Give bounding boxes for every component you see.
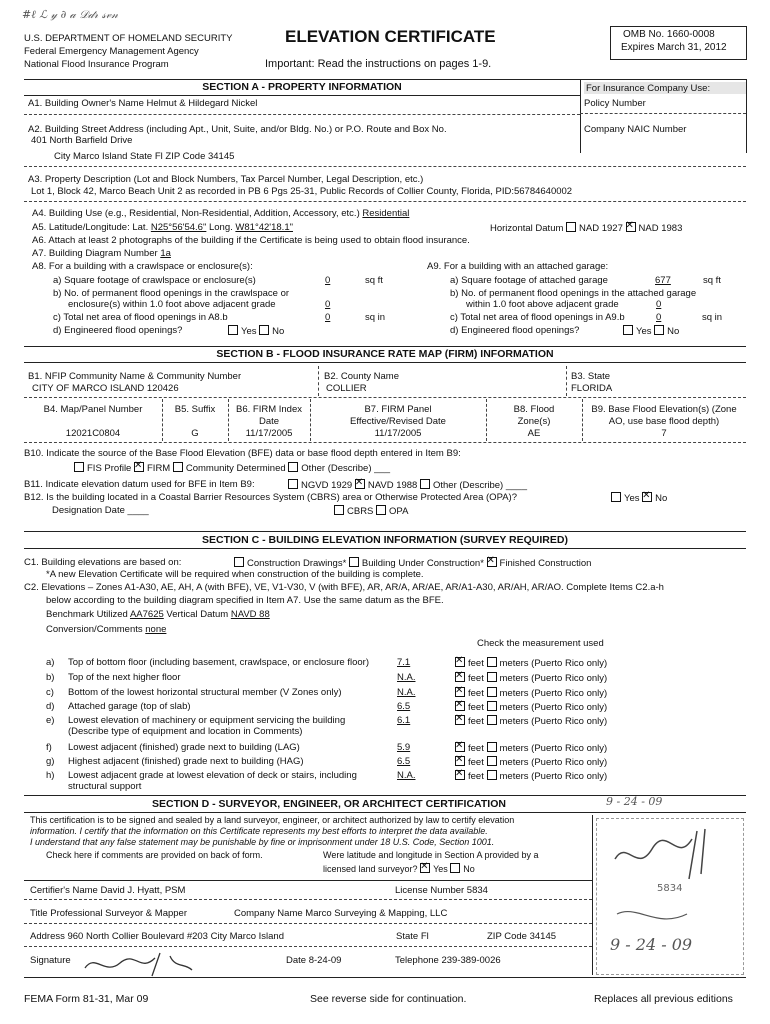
meters-checkbox[interactable]	[487, 756, 497, 766]
a8c-value: 0	[325, 312, 331, 323]
certifier-name: Certifier's Name David J. Hyatt, PSM	[30, 885, 186, 896]
c2-row-units	[455, 701, 607, 713]
feet-label: feet	[468, 716, 484, 727]
company-name: Company Name Marco Surveying & Mapping, LLC	[234, 908, 448, 919]
meters-checkbox[interactable]	[487, 701, 497, 711]
a5-lat-long: A5. Latitude/Longitude: Lat. N25°56'54.6" Long. W81°42'18.1"	[32, 222, 293, 233]
feet-checkbox[interactable]	[455, 756, 465, 766]
a7-diagram: A7. Building Diagram Number 1a	[32, 248, 171, 259]
c2-intro: C2. Elevations – Zones A1-A30, AE, AH, A (with BFE), VE, V1-V30, V (with BFE), AR, AR/A, AR/AE, AR/A1-A30, AR/AH, AR/AO. Complete Items C2.a-h	[24, 582, 664, 593]
feet-checkbox[interactable]	[455, 742, 465, 752]
handwritten-note: #ℓ ℒ 𝓎 ∂ 𝒶 𝒟𝒹𝓇 𝓈𝓋𝓃	[22, 8, 118, 21]
c2-row-label: Lowest adjacent grade at lowest elevation of deck or stairs, including	[68, 770, 357, 781]
a9c-unit: sq in	[702, 312, 723, 323]
b4-value: 12021C0804	[65, 428, 121, 439]
meters-label: meters (Puerto Rico only)	[499, 673, 608, 684]
b10-options: FIS Profile ✕ FIRM Community Determined Other (Describe) ___	[74, 462, 390, 474]
c2-row-label: Bottom of the lowest horizontal structural member (V Zones only)	[68, 687, 342, 698]
a9b-value: 0	[656, 299, 662, 310]
feet-checkbox[interactable]	[455, 672, 465, 682]
a8a-unit: sq ft	[365, 275, 383, 286]
insurance-use-label: For Insurance Company Use:	[586, 83, 711, 94]
b6-label2: Date	[258, 416, 280, 427]
c2-row-label: Lowest adjacent (finished) grade next to building (LAG)	[68, 742, 300, 753]
b2-value: COLLIER	[326, 383, 367, 394]
c2-row-units	[455, 756, 607, 768]
b8-value: AE	[527, 428, 541, 439]
feet-checkbox[interactable]	[455, 687, 465, 697]
agency-fema: Federal Emergency Management Agency	[24, 46, 199, 57]
b9-label2: AO, use base flood depth)	[608, 416, 720, 427]
c2-row-value: N.A.	[397, 687, 416, 698]
b5-label: B5. Suffix	[174, 404, 216, 415]
b1-label: B1. NFIP Community Name & Community Number	[28, 371, 242, 382]
feet-checkbox[interactable]	[455, 657, 465, 667]
a9b-label2: within 1.0 foot above adjacent grade	[466, 299, 619, 310]
a4-building-use: A4. Building Use (e.g., Residential, Non-Residential, Addition, Accessory, etc.) Residential	[32, 208, 410, 219]
signature-label: Signature	[30, 955, 71, 966]
c2-row-label-cont: structural support	[68, 781, 142, 792]
b11-options: NGVD 1929 ✕ NAVD 1988 Other (Describe) ____	[288, 479, 527, 491]
section-d-title: SECTION D - SURVEYOR, ENGINEER, OR ARCHITECT CERTIFICATION	[152, 798, 506, 810]
a8d-label: d) Engineered flood openings?	[53, 325, 183, 336]
section-b-title: SECTION B - FLOOD INSURANCE RATE MAP (FIRM) INFORMATION	[216, 348, 554, 360]
meters-checkbox[interactable]	[487, 715, 497, 725]
a9a-label: a) Square footage of attached garage	[450, 275, 608, 286]
meters-checkbox[interactable]	[487, 687, 497, 697]
signature-icon	[80, 948, 200, 978]
a8b-value: 0	[325, 299, 331, 310]
b3-label: B3. State	[571, 371, 611, 382]
b11-label: B11. Indicate elevation datum used for BFE in Item B9:	[24, 479, 255, 490]
c2-row-value: 6.5	[397, 756, 411, 767]
certifier-title: Title Professional Surveyor & Mapper	[30, 908, 187, 919]
a5-datum: Horizontal Datum NAD 1927 ✕ NAD 1983	[490, 222, 682, 234]
certifier-phone: Telephone 239-389-0026	[395, 955, 501, 966]
feet-checkbox[interactable]	[455, 770, 465, 780]
meters-label: meters (Puerto Rico only)	[499, 757, 608, 768]
a9a-unit: sq ft	[703, 275, 721, 286]
certifier-zip: ZIP Code 34145	[487, 931, 557, 942]
b10-label: B10. Indicate the source of the Base Flood Elevation (BFE) data or base flood depth entered in Item B9:	[24, 448, 461, 459]
feet-label: feet	[468, 688, 484, 699]
b9-value: 7	[661, 428, 667, 439]
a8a-label: a) Square footage of crawlspace or enclosure(s)	[53, 275, 256, 286]
naic-label: Company NAIC Number	[584, 124, 687, 135]
form-title: ELEVATION CERTIFICATE	[285, 27, 496, 46]
continuation-note: See reverse side for continuation.	[310, 993, 467, 1005]
omb-expires: Expires March 31, 2012	[621, 42, 727, 53]
a8c-label: c) Total net area of flood openings in A8.b	[53, 312, 228, 323]
c2-row-label: Lowest elevation of machinery or equipment servicing the building	[68, 715, 346, 726]
c2-benchmark: Benchmark Utilized AA7625 Vertical Datum NAVD 88	[46, 609, 270, 620]
c2-row-label: Attached garage (top of slab)	[68, 701, 191, 712]
a9d-options: Yes No	[623, 325, 679, 337]
b2-label: B2. County Name	[324, 371, 399, 382]
important-note: Important: Read the instructions on pages 1-9.	[265, 58, 492, 70]
feet-label: feet	[468, 757, 484, 768]
b1-value: CITY OF MARCO ISLAND 120426	[32, 383, 179, 394]
a6-photos: A6. Attach at least 2 photographs of the building if the Certificate is being used to obtain flood insurance.	[32, 235, 470, 246]
cert-text-3: I understand that any false statement may be punishable by fine or imprisonment under 18 U.S. Code, Section 1001.	[30, 837, 495, 847]
a3-description-label: A3. Property Description (Lot and Block Numbers, Tax Parcel Number, Legal Description, etc.)	[28, 174, 424, 185]
policy-number-label: Policy Number	[584, 98, 646, 109]
feet-checkbox[interactable]	[455, 715, 465, 725]
agency-nfip: National Flood Insurance Program	[24, 59, 169, 70]
c2-row-value: 7.1	[397, 657, 411, 668]
b7-value: 11/17/2005	[374, 428, 422, 439]
seal-number: 5834	[657, 883, 683, 894]
b8-label: B8. Flood	[513, 404, 555, 415]
c2-row-value: N.A.	[397, 770, 416, 781]
c2-intro2: below according to the building diagram specified in Item A7. Use the same datum as the BFE.	[46, 595, 444, 606]
seal-date: 9 - 24 - 09	[610, 935, 693, 954]
agency-dept: U.S. DEPARTMENT OF HOMELAND SECURITY	[24, 33, 233, 44]
c2-row-letter: a)	[46, 657, 55, 668]
a2-address-label: A2. Building Street Address (including Apt., Unit, Suite, and/or Bldg. No.) or P.O. Route and Box No.	[28, 124, 447, 135]
feet-label: feet	[468, 702, 484, 713]
c2-row-label: Top of the next higher floor	[68, 672, 181, 683]
c2-row-letter: h)	[46, 770, 55, 781]
a8d-options: Yes No	[228, 325, 284, 337]
cert-text-1: This certification is to be signed and sealed by a land surveyor, engineer, or architect authorized by law to certify elevation	[30, 815, 515, 825]
c2-row-value: 5.9	[397, 742, 411, 753]
license-number: License Number 5834	[395, 885, 488, 896]
c2-row-units	[455, 657, 607, 669]
c2-row-label: Top of bottom floor (including basement, crawlspace, or enclosure floor)	[68, 657, 369, 668]
a2-city-state-zip: City Marco Island State Fl ZIP Code 34145	[54, 151, 235, 162]
c1-options: Construction Drawings* Building Under Construction* ✕ Finished Construction	[234, 557, 591, 569]
meters-label: meters (Puerto Rico only)	[499, 702, 608, 713]
a9d-label: d) Engineered flood openings?	[450, 325, 580, 336]
c1-label: C1. Building elevations are based on:	[24, 557, 182, 568]
feet-checkbox[interactable]	[455, 701, 465, 711]
b7-label: B7. FIRM Panel	[364, 404, 432, 415]
b4-label: B4. Map/Panel Number	[43, 404, 143, 415]
a9c-label: c) Total net area of flood openings in A9.b	[450, 312, 625, 323]
feet-label: feet	[468, 771, 484, 782]
c2-row-value: 6.1	[397, 715, 411, 726]
c2-row-letter: d)	[46, 701, 55, 712]
a2-address-value: 401 North Barfield Drive	[31, 135, 133, 146]
certification-date: Date 8-24-09	[286, 955, 342, 966]
a8c-unit: sq in	[365, 312, 386, 323]
meters-checkbox[interactable]	[487, 742, 497, 752]
c2-row-letter: e)	[46, 715, 55, 726]
a8b-label2: enclosure(s) within 1.0 foot above adjacent grade	[68, 299, 276, 310]
b12-cbrs-opa: CBRS OPA	[334, 505, 408, 517]
certifier-address: Address 960 North Collier Boulevard #203 City Marco Island	[30, 931, 284, 942]
section-c-title: SECTION C - BUILDING ELEVATION INFORMATION (SURVEY REQUIRED)	[202, 534, 568, 546]
meters-label: meters (Puerto Rico only)	[499, 743, 608, 754]
omb-number: OMB No. 1660-0008	[623, 29, 715, 40]
feet-label: feet	[468, 673, 484, 684]
a1-owner: A1. Building Owner's Name Helmut & Hildegard Nickel	[28, 98, 258, 109]
meters-checkbox[interactable]	[487, 770, 497, 780]
meters-label: meters (Puerto Rico only)	[499, 688, 608, 699]
c1-note: *A new Elevation Certificate will be required when construction of the building is complete.	[46, 569, 424, 580]
c2-row-letter: g)	[46, 756, 55, 767]
c2-row-units	[455, 770, 607, 782]
b5-value: G	[191, 428, 199, 439]
b12-options: Yes ✕ No	[611, 492, 667, 504]
c2-row-letter: b)	[46, 672, 55, 683]
section-a-title: SECTION A - PROPERTY INFORMATION	[202, 81, 402, 93]
feet-label: feet	[468, 658, 484, 669]
b6-label: B6. FIRM Index	[236, 404, 302, 415]
c2-row-units	[455, 715, 607, 727]
cert-comments-check: Check here if comments are provided on back of form.	[46, 850, 263, 860]
b8-label2: Zone(s)	[517, 416, 551, 427]
meters-label: meters (Puerto Rico only)	[499, 716, 608, 727]
c2-row-units	[455, 687, 607, 699]
b9-label: B9. Base Flood Elevation(s) (Zone	[591, 404, 737, 415]
c2-row-units	[455, 672, 607, 684]
a8-label: A8. For a building with a crawlspace or enclosure(s):	[32, 261, 253, 272]
a8b-label: b) No. of permanent flood openings in the crawlspace or	[53, 288, 290, 299]
latlong-question: Were latitude and longitude in Section A provided by a	[323, 850, 539, 860]
c2-row-label-cont: (Describe type of equipment and location in Comments)	[68, 726, 303, 737]
c2-row-units	[455, 742, 607, 754]
a8a-value: 0	[325, 275, 331, 286]
c2-row-value: 6.5	[397, 701, 411, 712]
form-number: FEMA Form 81-31, Mar 09	[24, 993, 149, 1005]
b6-value: 11/17/2005	[245, 428, 293, 439]
b12-designation: Designation Date ____	[52, 505, 149, 516]
a9a-value: 677	[655, 275, 671, 286]
feet-label: feet	[468, 743, 484, 754]
meters-label: meters (Puerto Rico only)	[499, 658, 608, 669]
meters-label: meters (Puerto Rico only)	[499, 771, 608, 782]
a9-label: A9. For a building with an attached garage:	[427, 261, 609, 272]
c2-row-value: N.A.	[397, 672, 416, 683]
a9c-value: 0	[656, 312, 662, 323]
c2-comments: Conversion/Comments none	[46, 624, 167, 635]
c2-row-letter: c)	[46, 687, 54, 698]
cert-text-2: information. I certify that the information on this Certificate represents my best efforts to interpret the data available.	[30, 826, 488, 836]
a9b-label: b) No. of permanent flood openings in the attached garage	[450, 288, 697, 299]
c2-check-label: Check the measurement used	[477, 638, 604, 649]
b12-label: B12. Is the building located in a Coastal Barrier Resources System (CBRS) area or Otherwise Protected Area (OPA)?	[24, 492, 517, 503]
meters-checkbox[interactable]	[487, 672, 497, 682]
replaces-note: Replaces all previous editions	[594, 993, 733, 1005]
c2-row-label: Highest adjacent (finished) grade next to building (HAG)	[68, 756, 304, 767]
latlong-question2: licensed land surveyor? ✕ Yes No	[323, 863, 475, 874]
handwritten-mark: 9 - 24 - 09	[606, 795, 663, 808]
b3-value: FLORIDA	[571, 383, 613, 394]
certifier-state: State Fl	[396, 931, 429, 942]
meters-checkbox[interactable]	[487, 657, 497, 667]
b7-label2: Effective/Revised Date	[350, 416, 446, 427]
c2-row-letter: f)	[46, 742, 52, 753]
a3-description-value: Lot 1, Block 42, Marco Beach Unit 2 as recorded in PB 6 Pgs 25-31, Public Records of Collier County, Florida, PID:56784640002	[31, 186, 573, 197]
